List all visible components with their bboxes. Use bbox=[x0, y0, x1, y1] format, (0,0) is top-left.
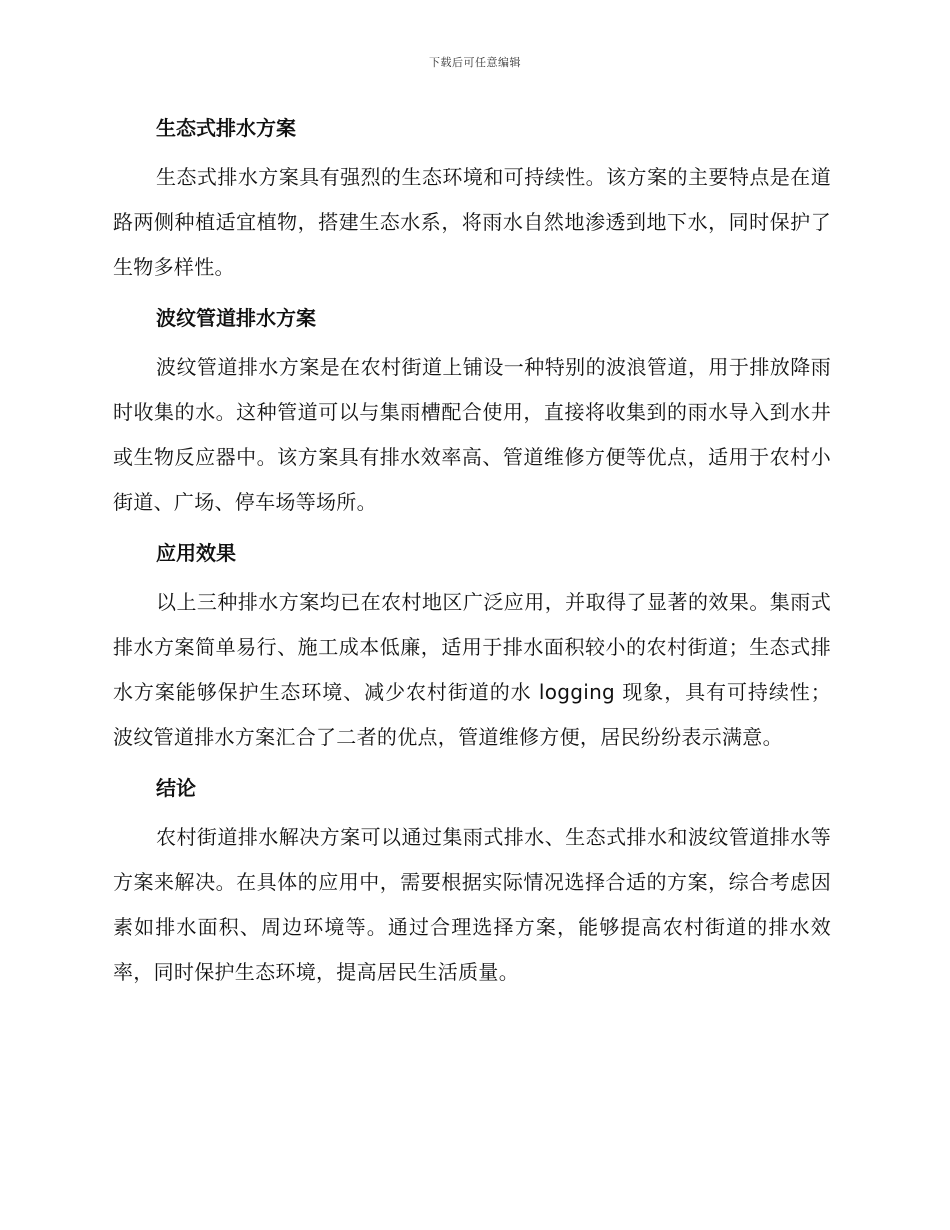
section-application-effect bbox=[113, 535, 831, 760]
section-paragraph: 农村街道排水解决方案可以通过集雨式排水、生态式排水和波纹管道排水等方案来解决。在具体的应用中，需要根据实际情况选择合适的方案，综合考虑因素如排水面积、周边环境等。通过合理选择方案，能够提高农村街道的排水效率，同时保护生态环境，提高居民生活质量。 bbox=[113, 825, 831, 984]
section-conclusion bbox=[113, 770, 831, 995]
section-paragraph: 以上三种排水方案均已在农村地区广泛应用，并取得了显著的效果。集雨式排水方案简单易行、施工成本低廉，适用于排水面积较小的农村街道；生态式排水方案能够保护生态环境、减少农村街道的水 logging 现象，具有可持续性；波纹管道排水方案汇合了二者的优点，管道维修方便，居民纷纷表示满意。 bbox=[113, 590, 831, 749]
section-corrugated-pipe-drainage bbox=[113, 300, 831, 525]
section-heading: 波纹管道排水方案 bbox=[156, 306, 316, 330]
section-heading: 应用效果 bbox=[156, 541, 236, 565]
page-header-note: 下载后可任意编辑 bbox=[429, 56, 521, 69]
document-body bbox=[113, 110, 831, 1005]
section-heading: 生态式排水方案 bbox=[156, 116, 296, 140]
section-paragraph: 波纹管道排水方案是在农村街道上铺设一种特别的波浪管道，用于排放降雨时收集的水。这种管道可以与集雨槽配合使用，直接将收集到的雨水导入到水井或生物反应器中。该方案具有排水效率高、管道维修方便等优点，适用于农村小街道、广场、停车场等场所。 bbox=[113, 355, 831, 514]
section-heading: 结论 bbox=[156, 776, 196, 800]
section-ecological-drainage bbox=[113, 110, 831, 290]
section-paragraph: 生态式排水方案具有强烈的生态环境和可持续性。该方案的主要特点是在道路两侧种植适宜植物，搭建生态水系，将雨水自然地渗透到地下水，同时保护了生物多样性。 bbox=[113, 165, 831, 279]
